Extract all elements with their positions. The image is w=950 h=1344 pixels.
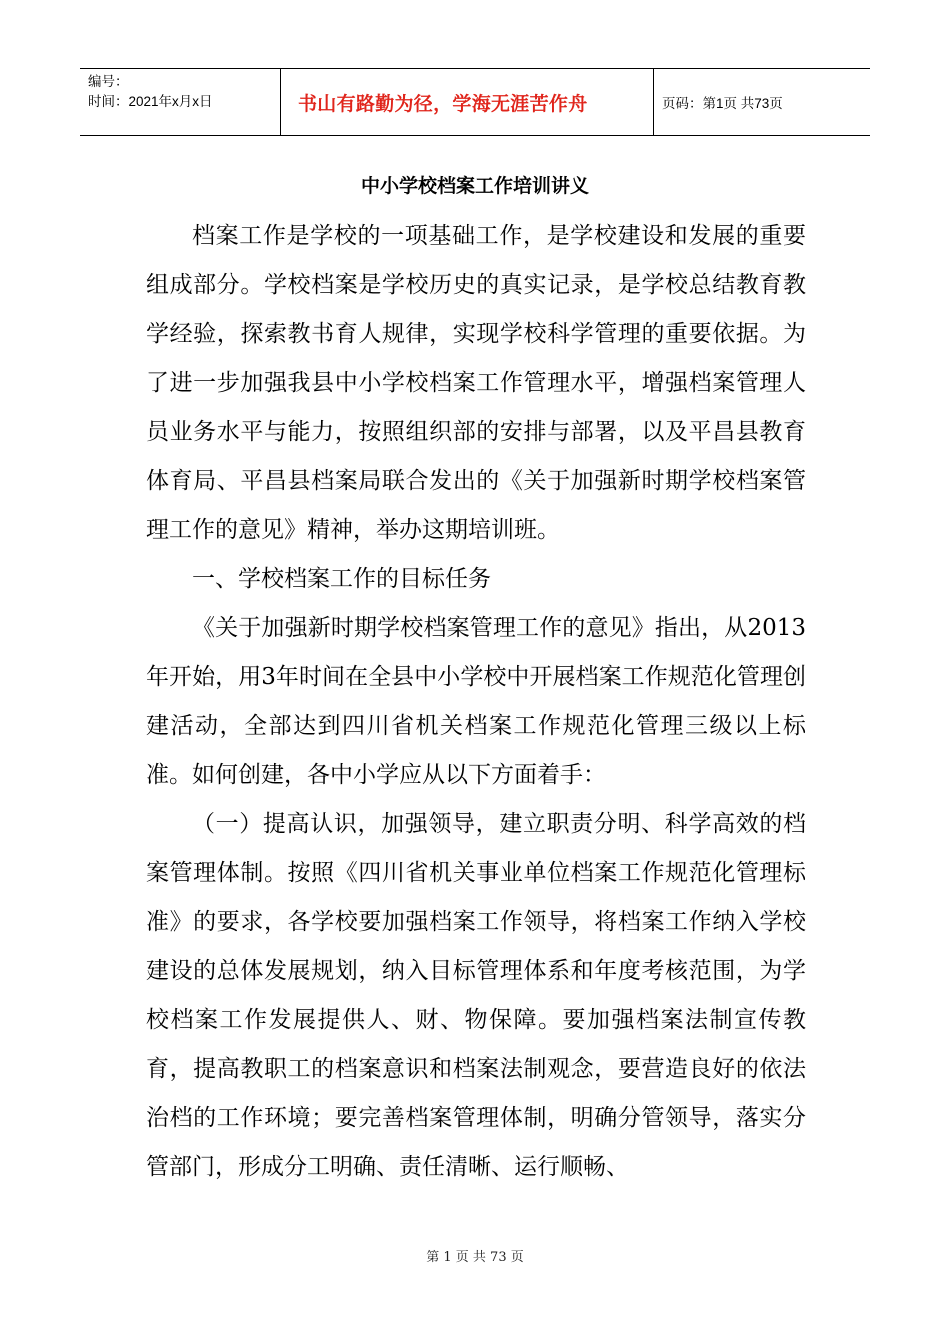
paragraph-goals: 《关于加强新时期学校档案管理工作的意见》指出，从2013年开始，用3年时间在全县中小学校中开展档案工作规范化管理创建活动，全部达到四川省机关档案工作规范化管理三级以上标准。如何创建，各中小学应从以下方面着手： — [146, 615, 806, 788]
paragraph-intro: 档案工作是学校的一项基础工作，是学校建设和发展的重要组成部分。学校档案是学校历史的真实记录，是学校总结教育教学经验，探索教书育人规律，实现学校科学管理的重要依据。为了进一步加强我县中小学校档案工作管理水平，增强档案管理人员业务水平与能力，按照组织部的安排与部署，以及平昌县教育体育局、平昌县档案局联合发出的《关于加强新时期学校档案管理工作的意见》精神，举办这期培训班。 — [146, 223, 806, 543]
time-label: 时间：2021年x月x日 — [88, 94, 213, 109]
header-page-cell — [654, 69, 870, 135]
page-info: 页码：第1页 共73页 — [662, 96, 783, 111]
document-body — [146, 212, 806, 1192]
header-table — [80, 68, 870, 136]
section-heading: 一、学校档案工作的目标任务 — [192, 566, 491, 592]
paragraph-measures: （一）提高认识，加强领导，建立职责分明、科学高效的档案管理体制。按照《四川省机关事业单位档案工作规范化管理标准》的要求，各学校要加强档案工作领导，将档案工作纳入学校建设的总体发展规划，纳入目标管理体系和年度考核范围，为学校档案工作发展提供人、财、物保障。要加强档案法制宣传教育，提高教职工的档案意识和档案法制观念，要营造良好的依法治档的工作环境；要完善档案管理体制，明确分管领导，落实分管部门，形成分工明确、责任清晰、运行顺畅、 — [146, 811, 806, 1180]
motto-text: 书山有路勤为径，学海无涯苦作舟 — [298, 92, 588, 115]
page-footer: 第 1 页 共 73 页 — [426, 1250, 524, 1265]
document-title: 中小学校档案工作培训讲义 — [360, 175, 589, 197]
header-meta-cell — [80, 69, 281, 135]
header-motto-cell — [281, 69, 654, 135]
number-label: 编号： — [88, 74, 129, 89]
